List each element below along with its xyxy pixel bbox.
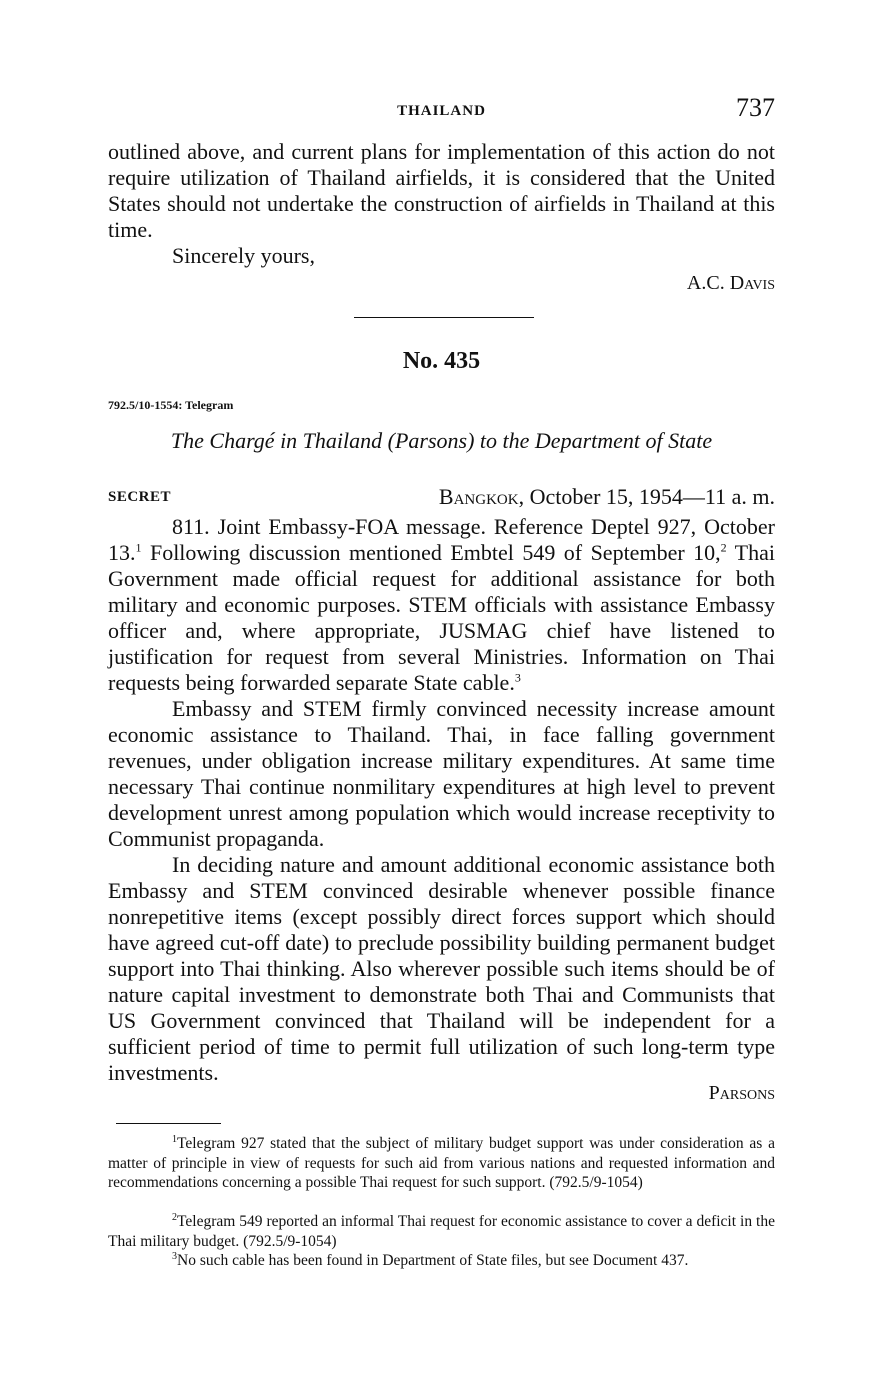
document-title: The Chargé in Thailand (Parsons) to the Department of State	[170, 428, 713, 453]
running-head: THAILAND	[397, 103, 486, 119]
telegram-paragraph-1	[108, 514, 775, 696]
continued-paragraph: outlined above, and current plans for implementation of this action do not require utilization of Thailand airfields, it is considered that the United States should not undertake the construction of airfields in Thailand at this time.	[108, 139, 775, 242]
footnote-2-text: Telegram 549 reported an informal Thai request for economic assistance to cover a deficit in the Thai military budget. (792.5/9-1054)	[108, 1213, 775, 1250]
place: Bangkok,	[438, 484, 525, 509]
footnote-mark-3: 3	[514, 670, 521, 685]
footnote-3	[108, 1251, 775, 1271]
footnote-mark-2: 2	[720, 540, 727, 555]
date: October 15, 1954—11 a. m.	[529, 484, 775, 509]
footnote-mark-1: 1	[135, 540, 142, 555]
dateline	[108, 484, 775, 512]
footnote-2-mark: 2	[172, 1211, 177, 1223]
file-reference: 792.5/10-1554: Telegram	[108, 398, 234, 412]
section-divider	[354, 317, 534, 318]
footnote-1-text: Telegram 927 stated that the subject of military budget support was under consideration as a matter of principle in view of requests for such aid from various nations and requested information and recommendations concerning a possible Thai request for such support. (792.5/9-1054)	[108, 1135, 775, 1191]
paragraph-1-segment-3: Thai Government made official request for additional assistance for both military and economic purposes. STEM officials with assistance Embassy officer and, where appropriate, JUSMAG chief have listened to justification for request from several Ministries. Information on Thai requests being forwarded separate State cable.	[108, 540, 776, 695]
page-header	[108, 93, 775, 123]
footnote-rule	[116, 1123, 221, 1124]
paragraph-1-segment-2: Following discussion mentioned Embtel 549 of September 10,	[141, 540, 721, 565]
footnote-3-text: No such cable has been found in Department of State files, but see Document 437.	[177, 1252, 689, 1269]
footnote-1-mark: 1	[172, 1133, 177, 1145]
document-page	[108, 0, 775, 1380]
paragraph-1-segment-1: 811. Joint Embassy-FOA message. Reference Deptel 927, October 13.	[108, 514, 775, 565]
classification-label: SECRET	[108, 489, 172, 505]
footnote-3-mark: 3	[172, 1250, 177, 1262]
telegram-paragraph-2: Embassy and STEM firmly convinced necessity increase amount economic assistance to Thailand. Thai, in face falling government revenues, under obligation increase military expenditures. At same time necessary Thai continue nonmilitary expenditures at high level to prevent development unrest among population which would increase receptivity to Communist propaganda.	[108, 696, 775, 851]
footnote-2	[108, 1212, 775, 1251]
telegram-paragraph-3: In deciding nature and amount additional economic assistance both Embassy and STEM convinced desirable whenever possible finance nonrepetitive items (except possibly direct forces support which should have agreed cut-off date) to preclude possibility building permanent budget support into Thai thinking. Also wherever possible such items should be of nature capital investment to demonstrate both Thai and Communists that US Government convinced that Thailand will be independent for a sufficient period of time to permit full utilization of such long-term type investments.	[108, 852, 775, 1085]
place-date	[439, 484, 775, 510]
page-number: 737	[736, 93, 775, 122]
closing-salutation: Sincerely yours,	[172, 243, 315, 268]
footnote-1	[108, 1134, 775, 1193]
signature-parsons: Parsons	[708, 1082, 775, 1104]
signature-davis: A.C. Davis	[686, 272, 775, 294]
document-number: No. 435	[402, 348, 481, 374]
